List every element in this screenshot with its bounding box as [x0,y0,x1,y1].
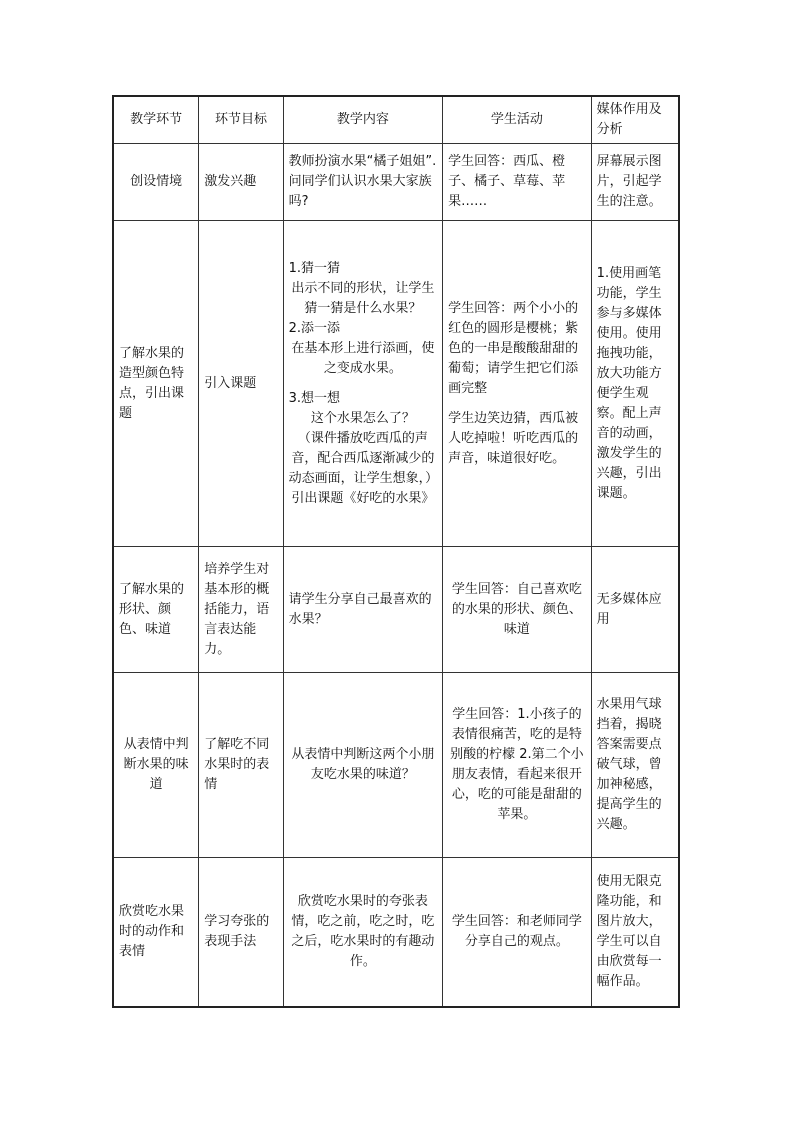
activity-line: 学生回答：西瓜、橙子、橘子、草莓、苹果…… [448,154,566,209]
activity-line: 学生回答：1.小孩子的表情很痛苦，吃的是特别酸的柠檬 2.第二个小朋友表情，看起来很开心，吃的可能是甜甜的苹果。 [450,707,584,822]
header-goal: 环节目标 [199,96,283,144]
content-line: 3.想一想 [288,390,340,406]
content-line: （课件播放吃西瓜的声音，配合西瓜逐渐减少的动态画面，让学生想象，） [288,430,439,486]
media-cell: 1.使用画笔功能，学生参与多媒体使用。使用拖拽功能，放大功能方便学生观察。配上声音的动画，激发学生的兴趣，引出课题。 [591,221,679,547]
goal-cell: 培养学生对基本形的概括能力，语言表达能力。 [199,547,283,673]
content-line: 出示不同的形状，让学生猜一猜是什么水果？ [291,280,435,316]
activity-cell [443,144,592,221]
header-activity: 学生活动 [443,96,592,144]
table-row [113,221,679,547]
content-line: 从表情中判断这两个小朋友吃水果的味道？ [291,747,435,782]
table-row [113,144,679,221]
content-line: 教师扮演水果“橘子姐姐”.问同学们认识水果大家族吗? [288,154,437,209]
stage-cell: 创设情境 [113,144,199,221]
table-row [113,858,679,1008]
lesson-plan-table [112,95,680,1008]
media-cell: 屏幕展示图片，引起学生的注意。 [591,144,679,221]
content-cell [283,547,443,673]
content-cell [283,858,443,1008]
content-cell [283,221,443,547]
content-line: 请学生分享自己最喜欢的水果？ [288,591,432,627]
media-cell: 水果用气球挡着，揭晓答案需要点破气球，曾加神秘感，提高学生的兴趣。 [591,673,679,858]
header-content: 教学内容 [283,96,443,144]
stage-cell: 了解水果的造型颜色特点，引出课题 [113,221,199,547]
stage-cell: 了解水果的形状、颜色、味道 [113,547,199,673]
activity-cell [443,547,592,673]
table-row [113,673,679,858]
stage-cell: 欣赏吃水果时的动作和表情 [113,858,199,1008]
activity-cell [443,673,592,858]
header-media: 媒体作用及分析 [591,96,679,144]
content-line: 1.猜一猜 [288,260,340,276]
media-cell: 使用无限克隆功能，和图片放大，学生可以自由欣赏每一幅作品。 [591,858,679,1008]
activity-line: 学生边笑边猜，西瓜被人吃掉啦！听吃西瓜的声音，味道很好吃。 [448,410,579,466]
spacer [289,379,438,389]
stage-cell: 从表情中判断水果的味道 [113,673,199,858]
goal-cell: 激发兴趣 [199,144,283,221]
media-cell: 无多媒体应用 [591,547,679,673]
activity-cell [443,221,592,547]
activity-line: 学生回答：两个小小的红色的圆形是樱桃；紫色的一串是酸酸甜甜的葡萄；请学生把它们添画完整 [448,300,579,396]
goal-cell: 了解吃不同水果时的表情 [199,673,283,858]
header-row [113,96,679,144]
spacer [448,399,586,409]
table-row [113,547,679,673]
content-line: 在基本形上进行添画，使之变成水果。 [291,340,435,376]
content-cell [283,673,443,858]
content-line: 这个水果怎么了？ [310,410,415,426]
header-stage: 教学环节 [113,96,199,144]
content-line: 引出课题《好吃的水果》 [291,490,435,506]
goal-cell: 学习夸张的表现手法 [199,858,283,1008]
activity-line: 学生回答：自己喜欢吃的水果的形状、颜色、味道 [451,581,582,637]
content-line: 欣赏吃水果时的夸张表情，吃之前，吃之时，吃之后，吃水果时的有趣动作。 [291,894,435,969]
content-cell [283,144,443,221]
goal-cell: 引入课题 [199,221,283,547]
activity-line: 学生回答：和老师同学分享自己的观点。 [451,914,582,949]
content-line: 2.添一添 [288,320,340,336]
activity-cell [443,858,592,1008]
